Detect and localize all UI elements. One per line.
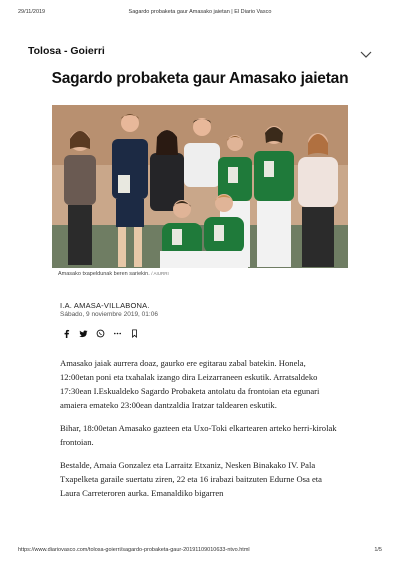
- photo-credit: / AIURRI: [151, 271, 169, 276]
- section-title[interactable]: Tolosa - Goierri: [28, 45, 105, 57]
- share-bar: [62, 327, 139, 339]
- article-photo: [52, 105, 348, 268]
- article-paragraph: Amasako jaiak aurrera doaz, gaurko ere egitarau zabal batekin. Honela, 12:00etan poni eta txahalak izango dira Leizarraneen eskutik. Arratsaldeko 17:30ean I.Eskualdeko Sagardo Probaketa antolatu da frontoian eta egunari amaiera emateko 23:00ean dantzaldia Iratzar taldearen eskutik.: [60, 358, 320, 410]
- article-date: Sábado, 9 noviembre 2019, 01:06: [60, 311, 158, 318]
- more-icon[interactable]: [113, 329, 122, 338]
- article-paragraph: Bihar, 18:00etan Amasako gazteen eta Uxo-Toki elkartearen arteko herri-kirolak frontoian.: [60, 423, 337, 447]
- article-author: I.A. AMASA-VILLABONA.: [60, 301, 150, 310]
- facebook-icon[interactable]: [62, 329, 71, 338]
- article-paragraph: Bestalde, Amaia Gonzalez eta Larraitz Etxaniz, Nesken Binakako IV. Pala Txapelketa garaile suertatu ziren, 22 eta 16 irabazi baitzuten Edurne Osa eta Laura Carreteroren aurka. Emanaldiko bigarren: [60, 460, 322, 498]
- print-header: [18, 9, 382, 19]
- print-date: 29/11/2019: [18, 9, 46, 15]
- bookmark-icon[interactable]: [130, 329, 139, 338]
- print-footer: [18, 547, 382, 557]
- article-body: [60, 356, 340, 509]
- section-bar: [28, 45, 372, 59]
- chevron-down-icon[interactable]: [360, 46, 372, 56]
- print-page-title: Sagardo probaketa gaur Amasako jaietan | El Diario Vasco: [128, 9, 272, 15]
- print-url: https://www.diariovasco.com/tolosa-goierri/sagardo-probaketa-gaur-20191109010633-ntvo.html: [18, 547, 250, 553]
- article-headline: Sagardo probaketa gaur Amasako jaietan: [51, 70, 349, 87]
- whatsapp-icon[interactable]: [96, 329, 105, 338]
- twitter-icon[interactable]: [79, 329, 88, 338]
- photo-caption-text: Amasako txapeldunak beren sariekin.: [58, 271, 150, 277]
- print-page-number: 1/5: [374, 547, 382, 553]
- photo-caption: [58, 271, 169, 277]
